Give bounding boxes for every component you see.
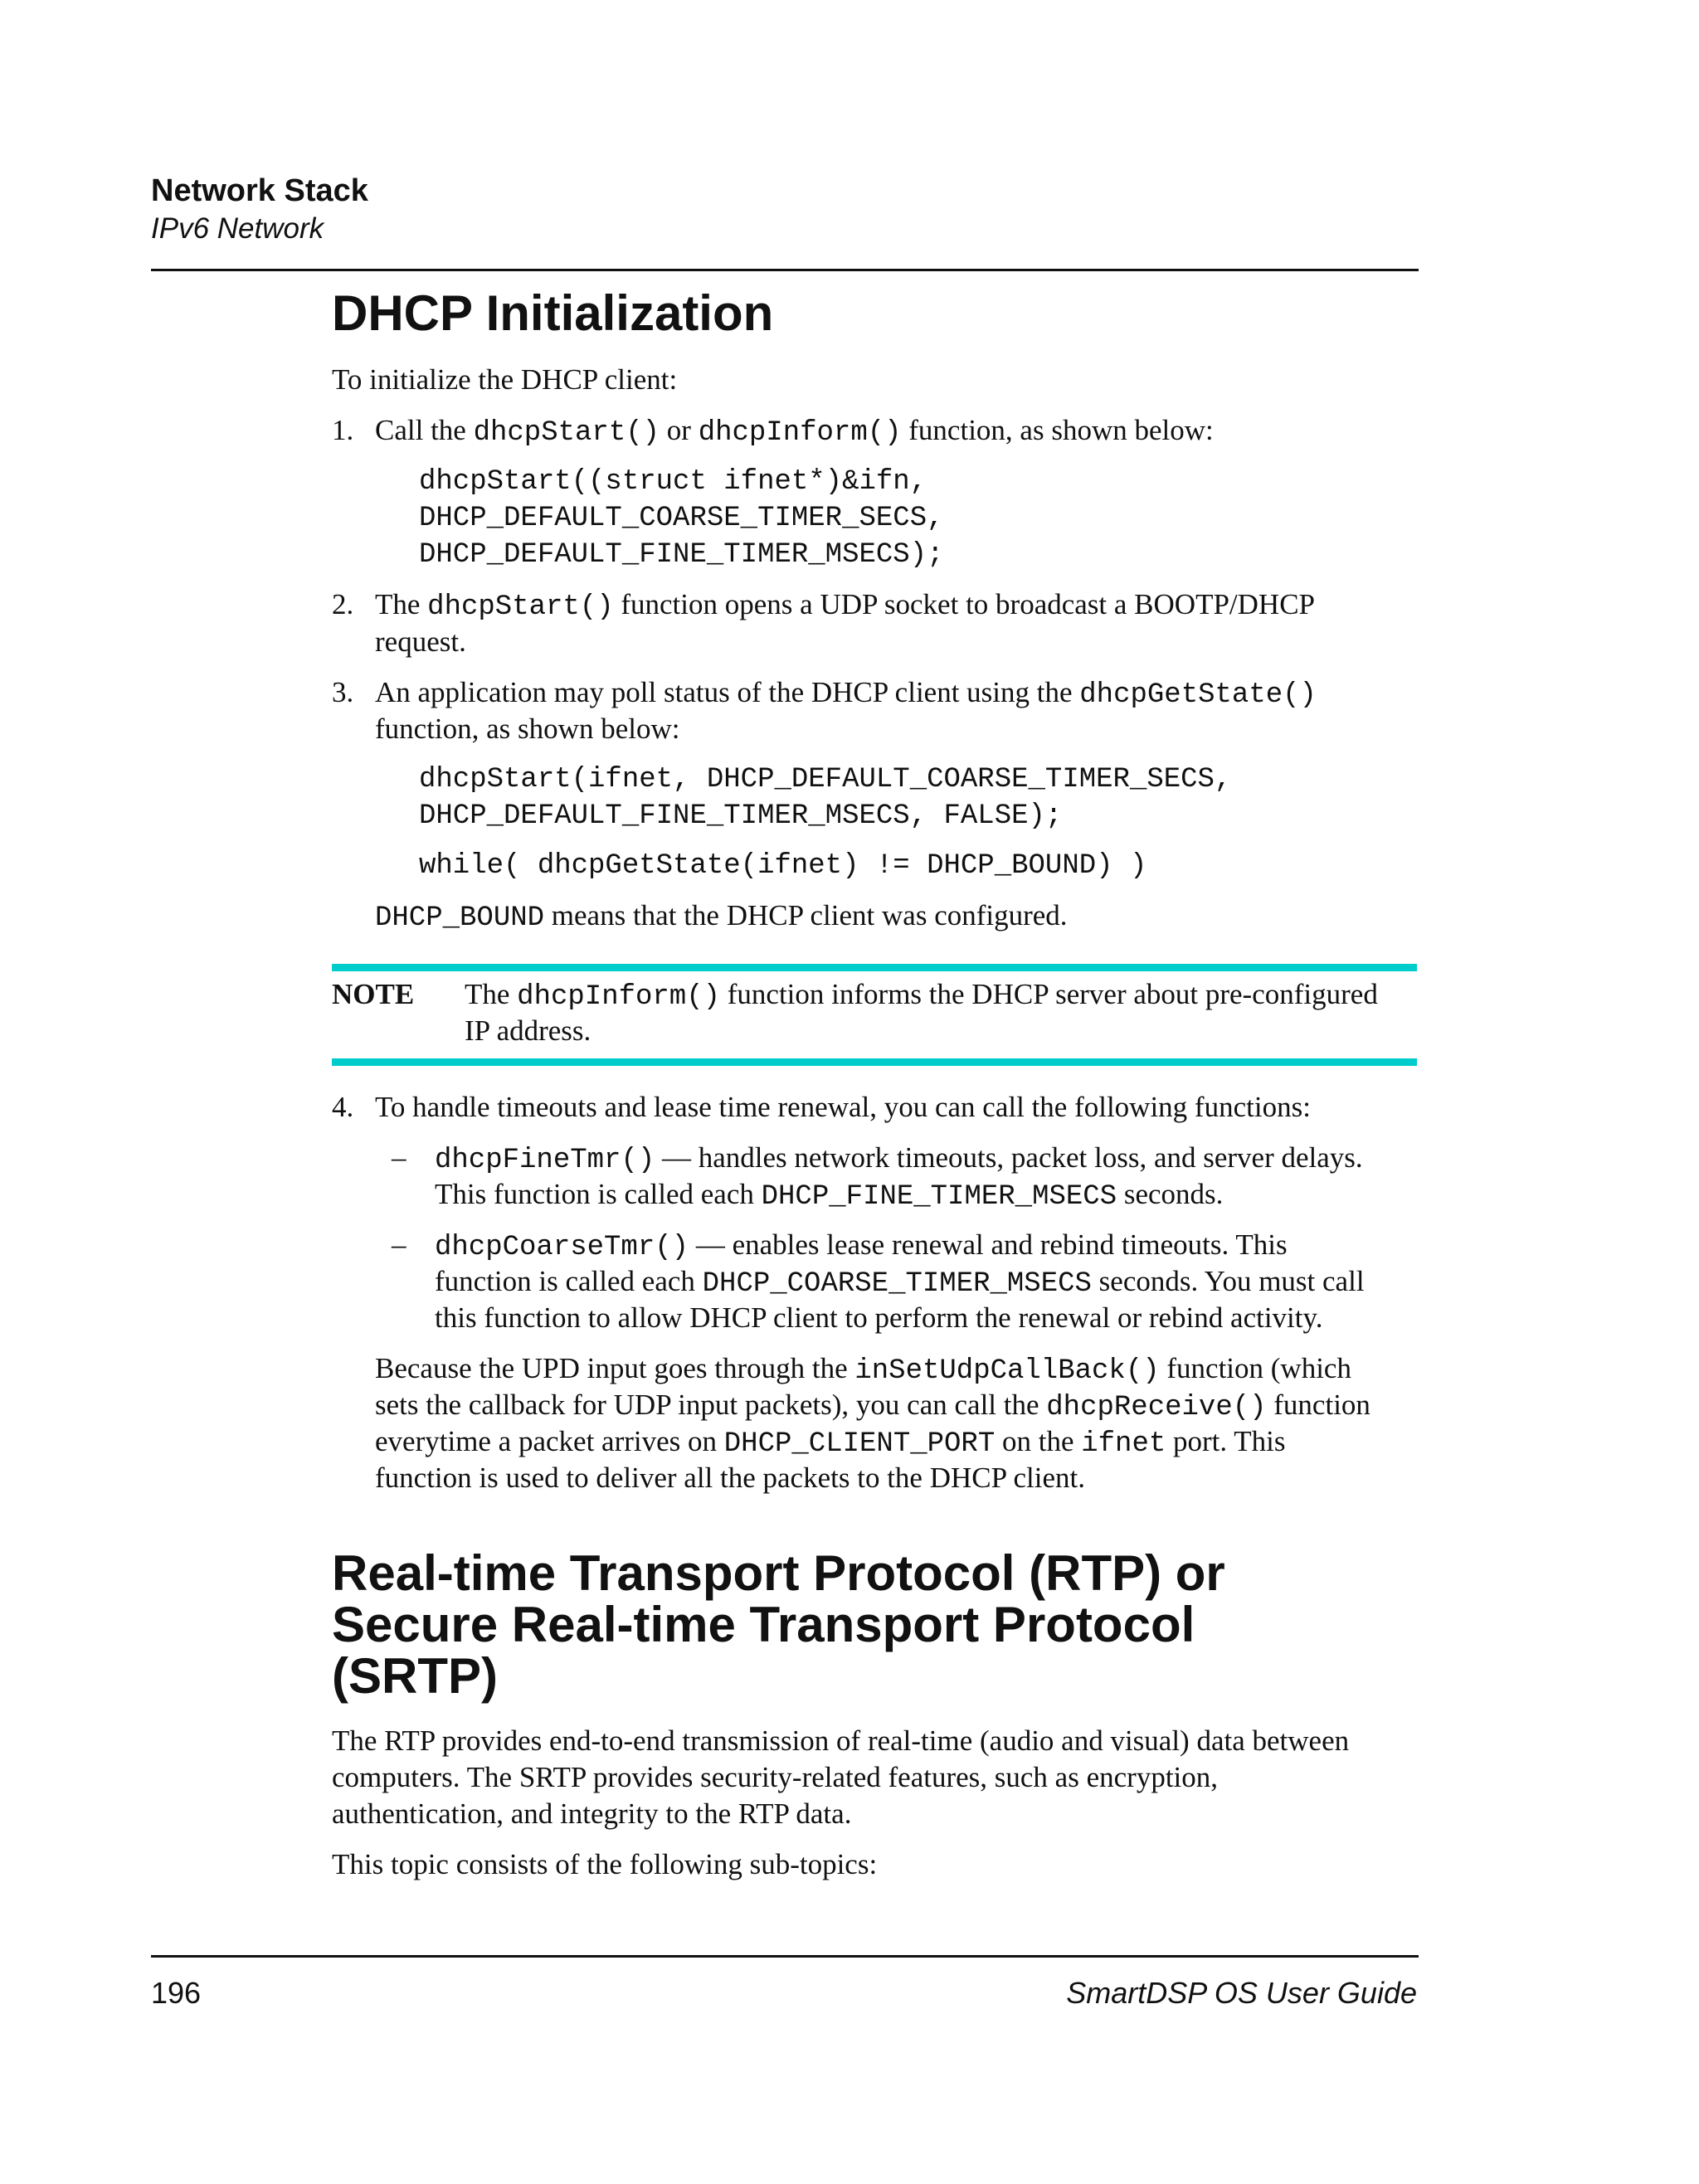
step-3-pre: An application may poll status of the DHCP client using the	[375, 676, 1073, 708]
bullet-2-line2-pre: function is called each	[435, 1265, 695, 1297]
running-header-subtitle: IPv6 Network	[151, 212, 324, 245]
code-inline: DHCP_BOUND	[375, 902, 545, 934]
closing-text: function (which	[1166, 1352, 1351, 1384]
bullet-1-text	[435, 1140, 1363, 1179]
closing-text: everytime a packet arrives on	[375, 1425, 718, 1457]
intro-paragraph: To initialize the DHCP client:	[332, 363, 678, 396]
bullet-1-line2-pre: This function is called each	[435, 1178, 754, 1210]
note-line2: IP address.	[465, 1014, 591, 1047]
bullet-2-desc: — enables lease renewal and rebind timeouts. This	[695, 1228, 1288, 1261]
bullet-dash: –	[392, 1141, 406, 1174]
rtp-paragraph-line: computers. The SRTP provides security-related features, such as encryption,	[332, 1761, 1219, 1793]
code-line: while( dhcpGetState(ifnet) != DHCP_BOUND) )	[419, 850, 1147, 882]
rtp-paragraph-line: The RTP provides end-to-end transmission of real-time (audio and visual) data between	[332, 1724, 1350, 1757]
closing-text: function	[1273, 1389, 1370, 1421]
bullet-1-desc: — handles network timeouts, packet loss, and server delays.	[662, 1141, 1363, 1174]
code-inline: dhcpCoarseTmr()	[435, 1232, 689, 1263]
closing-text: on the	[1001, 1425, 1074, 1457]
closing-line-1	[375, 1350, 1351, 1389]
code-line: DHCP_DEFAULT_FINE_TIMER_MSECS, FALSE);	[419, 800, 1063, 832]
section-heading-rtp-line2: Secure Real-time Transport Protocol	[332, 1597, 1195, 1652]
bullet-1-line2-post: seconds.	[1123, 1178, 1224, 1210]
step-2-text	[375, 586, 1315, 625]
code-line: dhcpStart(ifnet, DHCP_DEFAULT_COARSE_TIMER_SECS,	[419, 764, 1232, 795]
bullet-1-line2	[435, 1176, 1223, 1215]
code-inline: dhcpReceive()	[1046, 1392, 1267, 1423]
step-number: 2.	[332, 588, 354, 620]
closing-text: port. This	[1173, 1425, 1286, 1457]
footer-rule	[151, 1955, 1419, 1958]
section-heading-rtp-line1: Real-time Transport Protocol (RTP) or	[332, 1545, 1225, 1601]
code-inline: dhcpGetState()	[1079, 679, 1317, 711]
step-1-post: function, as shown below:	[908, 414, 1214, 446]
code-inline: ifnet	[1081, 1428, 1166, 1460]
code-inline: dhcpInform()	[517, 981, 721, 1013]
bullet-2-text	[435, 1227, 1288, 1266]
note-text	[465, 976, 1378, 1015]
code-inline: DHCP_CLIENT_PORT	[723, 1428, 996, 1460]
bullet-dash: –	[392, 1228, 406, 1261]
code-line: DHCP_DEFAULT_COARSE_TIMER_SECS,	[419, 503, 944, 534]
page-number: 196	[151, 1976, 202, 2010]
step-1-text	[375, 412, 1214, 451]
note-bottom-bar	[332, 1058, 1417, 1066]
bullet-2-line2-post: seconds. You must call	[1098, 1265, 1365, 1297]
note-post: function informs the DHCP server about pre-configured	[727, 978, 1378, 1010]
bound-explanation	[375, 897, 1068, 936]
step-number: 1.	[332, 414, 354, 446]
code-inline: inSetUdpCallBack()	[854, 1355, 1160, 1387]
step-2-pre: The	[375, 588, 421, 620]
closing-line-4: function is used to deliver all the packets to the DHCP client.	[375, 1462, 1086, 1494]
code-inline: dhcpFineTmr()	[435, 1145, 655, 1176]
closing-text: sets the callback for UDP input packets), you can call the	[375, 1389, 1039, 1421]
note-label: NOTE	[332, 978, 415, 1010]
step-1-pre: Call the	[375, 414, 466, 446]
book-title: SmartDSP OS User Guide	[1066, 1976, 1417, 2010]
note-pre: The	[465, 978, 510, 1010]
code-inline: dhcpInform()	[698, 417, 902, 449]
code-inline: DHCP_FINE_TIMER_MSECS	[761, 1181, 1117, 1213]
code-inline: dhcpStart()	[427, 591, 614, 623]
bullet-2-line3: this function to allow DHCP client to perform the renewal or rebind activity.	[435, 1301, 1323, 1334]
bullet-2-line2	[435, 1263, 1365, 1302]
header-rule	[151, 269, 1419, 271]
section-heading-dhcp: DHCP Initialization	[332, 285, 774, 341]
step-number: 4.	[332, 1091, 354, 1123]
closing-line-3	[375, 1423, 1286, 1462]
step-2-post: function opens a UDP socket to broadcast a BOOTP/DHCP	[621, 588, 1316, 620]
rtp-paragraph-line: authentication, and integrity to the RTP data.	[332, 1797, 852, 1830]
code-inline: DHCP_COARSE_TIMER_MSECS	[702, 1268, 1092, 1300]
code-line: dhcpStart((struct ifnet*)&ifn,	[419, 466, 927, 498]
step-3-text	[375, 674, 1317, 713]
running-header-title: Network Stack	[151, 173, 368, 208]
step-1-mid: or	[666, 414, 691, 446]
closing-line-2	[375, 1387, 1370, 1426]
step-2-line2: request.	[375, 625, 466, 658]
step-3-line2: function, as shown below:	[375, 713, 680, 745]
subtopics-intro: This topic consists of the following sub-topics:	[332, 1848, 878, 1880]
closing-text: Because the UPD input goes through the	[375, 1352, 848, 1384]
section-heading-rtp-line3: (SRTP)	[332, 1648, 498, 1704]
code-line: DHCP_DEFAULT_FINE_TIMER_MSECS);	[419, 539, 944, 571]
bound-text: means that the DHCP client was configured.	[551, 899, 1068, 931]
note-top-bar	[332, 964, 1417, 971]
step-number: 3.	[332, 676, 354, 708]
step-4-text: To handle timeouts and lease time renewal, you can call the following functions:	[375, 1091, 1311, 1123]
code-inline: dhcpStart()	[473, 417, 660, 449]
